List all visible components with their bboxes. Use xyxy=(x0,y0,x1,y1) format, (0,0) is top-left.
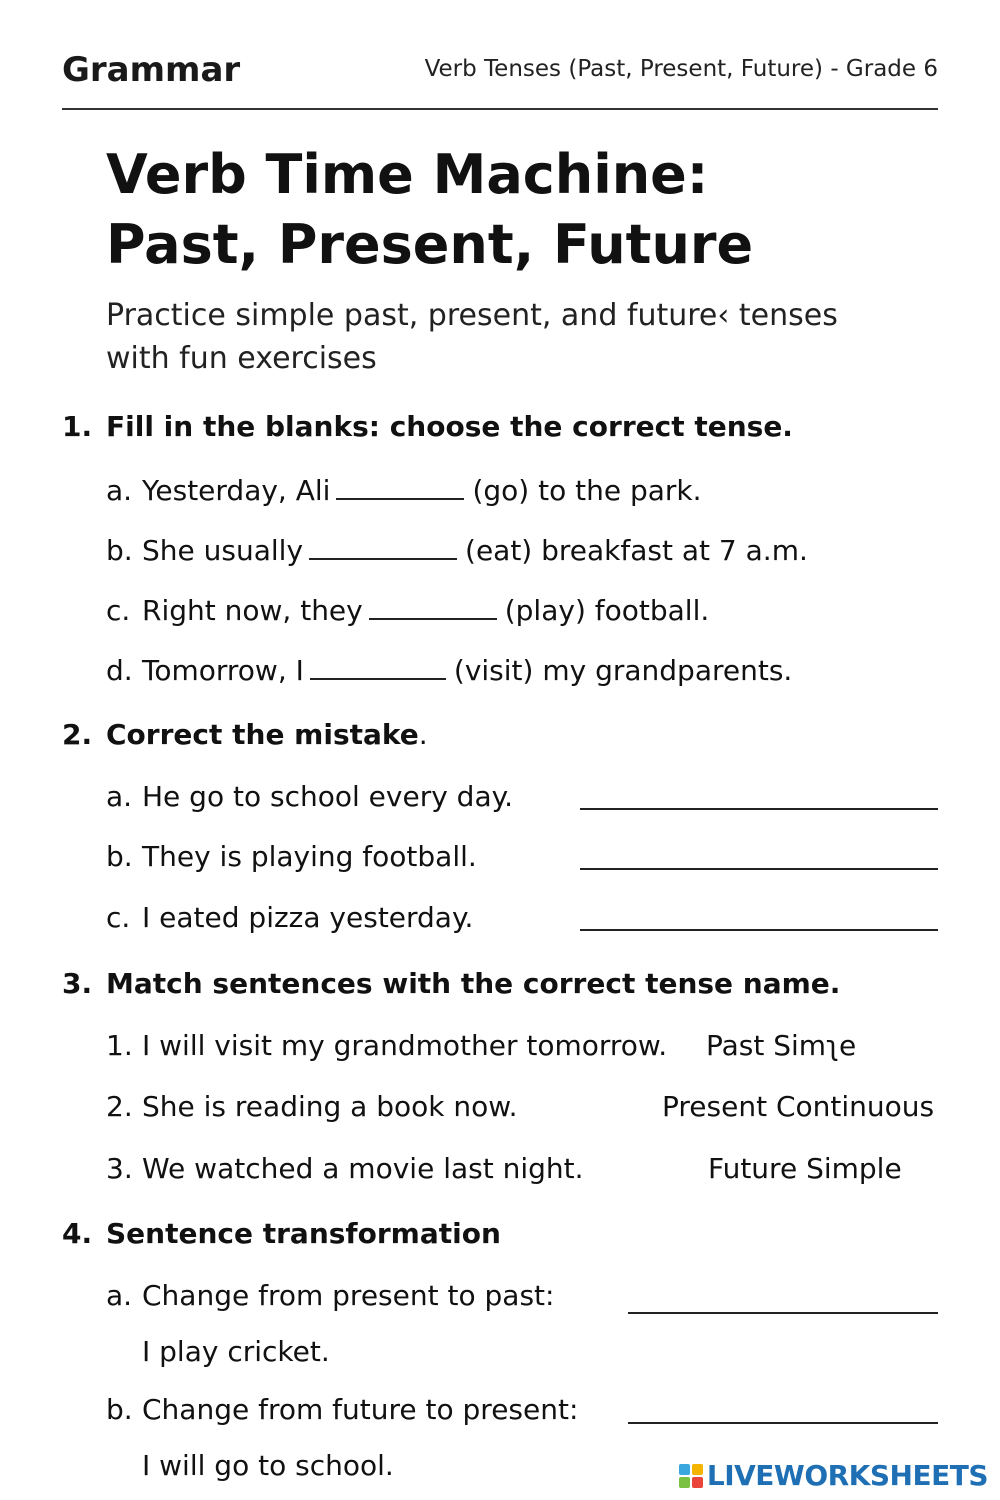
logo-grid-icon xyxy=(679,1464,703,1488)
worksheet-subtitle xyxy=(106,294,906,380)
section-heading-text: Match sentences with the correct tense name. xyxy=(106,967,841,1000)
subject-label: Verb Tenses (Past, Present, Future) - Grade 6 xyxy=(424,56,938,82)
item-text-after: (go) to the park. xyxy=(472,474,702,507)
match-sentence xyxy=(106,1152,584,1185)
fill-blank-item xyxy=(106,532,808,567)
item-text: I eated pizza yesterday. xyxy=(142,901,474,934)
item-text: Change from present to past: xyxy=(142,1279,555,1312)
item-label: a. xyxy=(106,474,133,507)
item-label: 3. xyxy=(106,1152,133,1185)
subtitle-line-1: Practice simple past, present, and future‹ tenses xyxy=(106,298,838,333)
transformation-sentence: I play cricket. xyxy=(142,1335,330,1368)
brand-title: Grammar xyxy=(62,50,241,90)
correction-item xyxy=(106,780,513,813)
section-number: 2. xyxy=(62,718,93,751)
page-header xyxy=(62,46,938,110)
section-heading-text: Fill in the blanks: choose the correct tense. xyxy=(106,410,793,443)
item-label: c. xyxy=(106,901,131,934)
item-label: d. xyxy=(106,654,133,687)
item-text: They is playing football. xyxy=(142,840,477,873)
match-sentence xyxy=(106,1029,667,1062)
section-3-heading xyxy=(62,967,840,1000)
section-number: 3. xyxy=(62,967,93,1000)
item-text-before: Yesterday, Ali xyxy=(142,474,331,507)
item-text-before: She usually xyxy=(142,534,304,567)
subtitle-line-2: with fun exercises xyxy=(106,341,377,376)
item-text: We watched a movie last night. xyxy=(142,1152,584,1185)
item-text: She is reading a book now. xyxy=(142,1090,518,1123)
answer-line[interactable] xyxy=(628,1312,938,1314)
item-label: b. xyxy=(106,840,133,873)
item-text-after: (eat) breakfast at 7 a.m. xyxy=(465,534,808,567)
answer-line[interactable] xyxy=(580,929,938,931)
answer-blank[interactable] xyxy=(310,652,446,680)
item-text-before: Tomorrow, I xyxy=(142,654,304,687)
answer-blank[interactable] xyxy=(336,472,464,500)
tense-name-option[interactable]: Past Simʅe xyxy=(706,1029,857,1062)
transformation-item xyxy=(106,1279,554,1312)
answer-line[interactable] xyxy=(580,808,938,810)
item-text-after: (play) football. xyxy=(504,594,710,627)
item-label: a. xyxy=(106,1279,133,1312)
title-line-2: Past, Present, Future xyxy=(106,213,754,276)
item-label: b. xyxy=(106,1393,133,1426)
fill-blank-item xyxy=(106,652,792,687)
answer-blank[interactable] xyxy=(369,592,497,620)
logo-square xyxy=(692,1477,703,1488)
item-text: I will visit my grandmother tomorrow. xyxy=(142,1029,668,1062)
section-number: 1. xyxy=(62,410,93,443)
logo-square xyxy=(679,1464,690,1475)
item-label: a. xyxy=(106,780,133,813)
item-label: c. xyxy=(106,594,131,627)
item-text: He go to school every day. xyxy=(142,780,514,813)
item-text-before: Right now, they xyxy=(142,594,363,627)
item-text-after: (visit) my grandparents. xyxy=(453,654,793,687)
section-4-heading xyxy=(62,1217,501,1250)
section-2-heading xyxy=(62,718,428,751)
tense-name-option[interactable]: Present Continuous xyxy=(662,1090,935,1123)
section-heading-period: . xyxy=(418,718,428,751)
section-1-heading xyxy=(62,410,793,443)
match-sentence xyxy=(106,1090,517,1123)
logo-square xyxy=(692,1464,703,1475)
logo-text: LIVEWORKSHEETS xyxy=(706,1459,988,1492)
transformation-item xyxy=(106,1393,578,1426)
liveworksheets-logo xyxy=(679,1459,988,1492)
answer-blank[interactable] xyxy=(309,532,457,560)
transformation-sentence: I will go to school. xyxy=(142,1449,394,1482)
item-label: 2. xyxy=(106,1090,133,1123)
logo-square xyxy=(679,1477,690,1488)
correction-item xyxy=(106,840,477,873)
section-number: 4. xyxy=(62,1217,93,1250)
tense-name-option[interactable]: Future Simple xyxy=(708,1152,902,1185)
fill-blank-item xyxy=(106,592,709,627)
title-line-1: Verb Time Machine: xyxy=(106,143,709,206)
item-text: Change from future to present: xyxy=(142,1393,579,1426)
item-label: b. xyxy=(106,534,133,567)
correction-item xyxy=(106,901,473,934)
section-heading-text: Correct the mistake xyxy=(106,718,419,751)
answer-line[interactable] xyxy=(628,1422,938,1424)
fill-blank-item xyxy=(106,472,702,507)
answer-line[interactable] xyxy=(580,868,938,870)
worksheet-title xyxy=(106,140,926,280)
section-heading-text: Sentence transformation xyxy=(106,1217,501,1250)
item-label: 1. xyxy=(106,1029,133,1062)
